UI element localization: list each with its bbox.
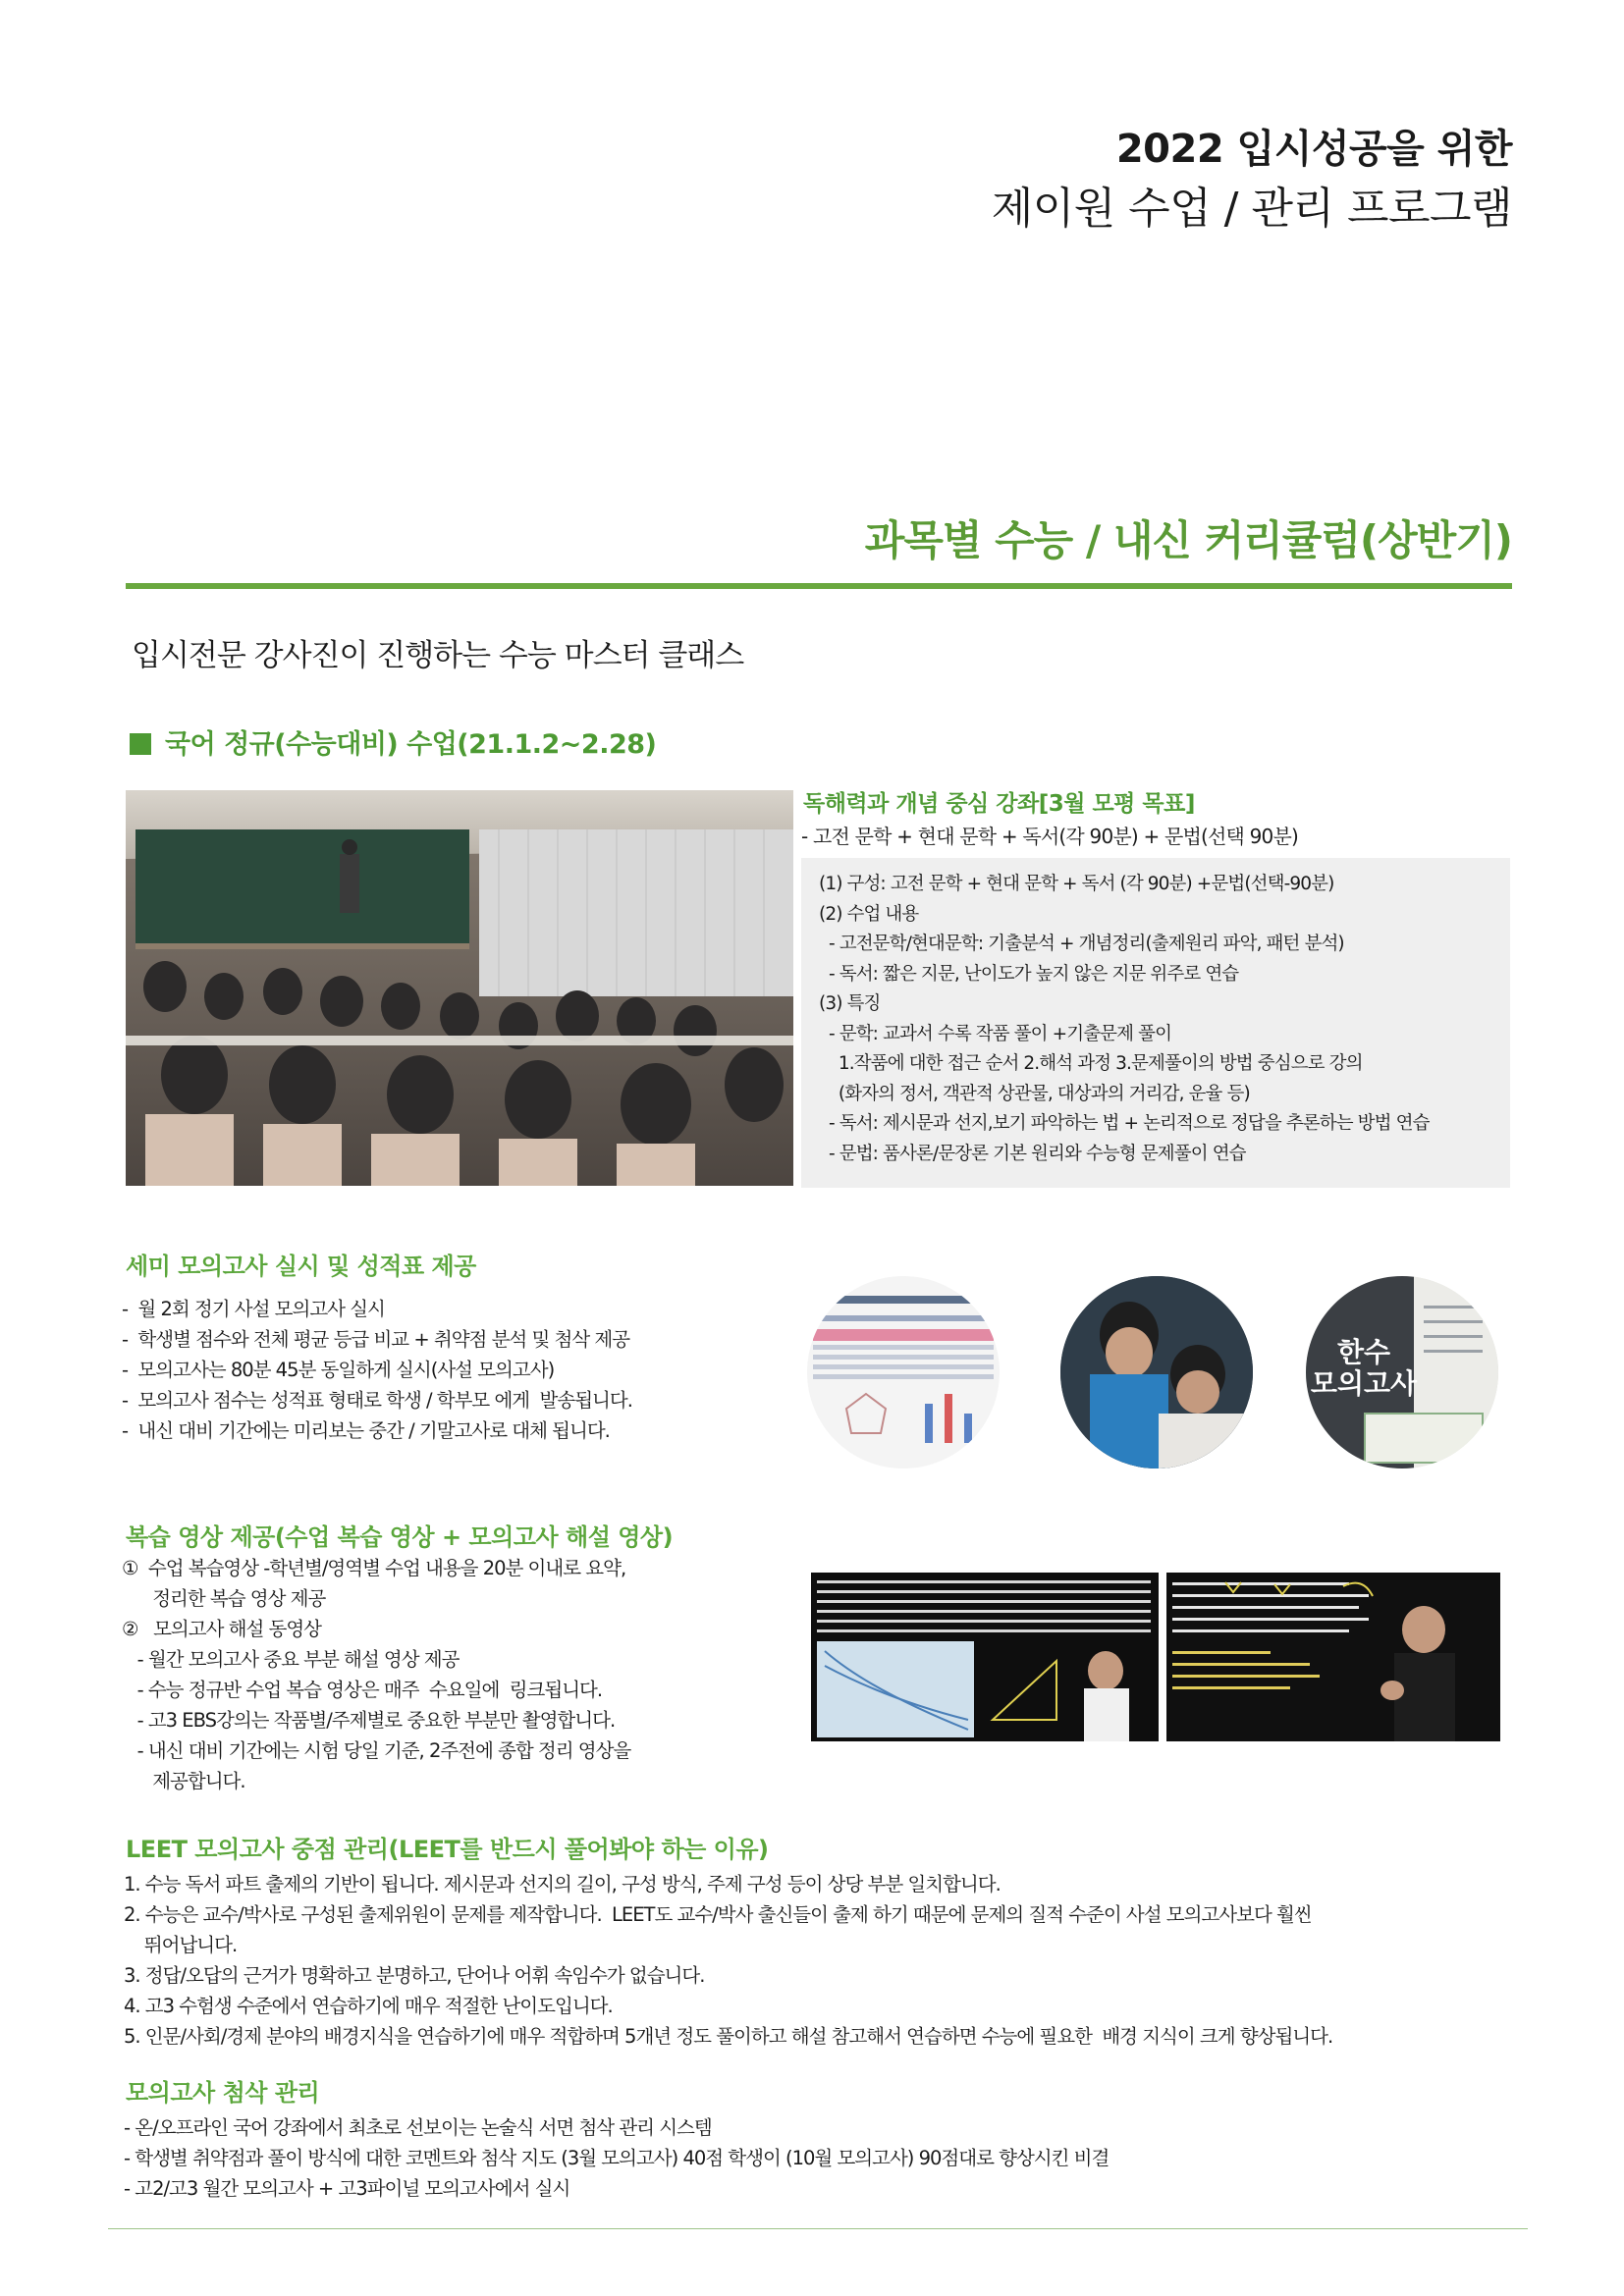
list-item: - 내신 대비 기간에는 미리보는 중간 / 기말고사로 대체 됩니다.: [122, 1419, 610, 1442]
header-title-line1: 2022 입시성공을 위한: [1115, 127, 1512, 172]
korean-class-title: [130, 722, 656, 761]
section-divider: [126, 583, 1512, 589]
list-item: ① 수업 복습영상 -학년별/영역별 수업 내용을 20분 이내로 요약,: [122, 1557, 626, 1579]
list-item: 5. 인문/사회/경제 분야의 배경지식을 연습하기에 매우 적합하며 5개년 정도 풀이하고 해설 참고해서 연습하면 수능에 필요한 배경 지식이 크게 향상됩니다.: [124, 2025, 1333, 2048]
lecture-detail-box: [801, 858, 1510, 1188]
detail-line: (2) 수업 내용: [819, 903, 919, 925]
list-item: 3. 정답/오답의 근거가 명확하고 분명하고, 단어나 어휘 속임수가 없습니다.: [124, 1964, 705, 1987]
mock-exam-title: 모의고사 첨삭 관리: [126, 2079, 320, 2107]
detail-line: (3) 특징: [819, 993, 881, 1014]
list-item: - 온/오프라인 국어 강좌에서 최초로 선보이는 논술식 서면 첨삭 관리 시스템: [124, 2116, 712, 2139]
detail-line: 1.작품에 대한 접근 순서 2.해석 과정 3.문제풀이의 방법 중심으로 강의: [819, 1053, 1363, 1074]
detail-line: (1) 구성: 고전 문학 + 현대 문학 + 독서 (각 90분) +문법(선택-90분): [819, 874, 1334, 894]
semi-exam-title: 세미 모의고사 실시 및 성적표 제공: [126, 1253, 476, 1280]
detail-line: - 독서: 제시문과 선지,보기 파악하는 법 + 논리적으로 정답을 추론하는 방법 연습: [819, 1113, 1430, 1134]
list-item: - 고2/고3 월간 모의고사 + 고3파이널 모의고사에서 실시: [124, 2177, 570, 2200]
leet-list: [124, 1869, 1332, 2052]
list-item: - 학생별 점수와 전체 평균 등급 비교 + 취약점 분석 및 첨삭 제공: [122, 1328, 630, 1351]
classroom-photo: [126, 790, 793, 1186]
review-video-list: [122, 1553, 630, 1796]
leet-title: LEET 모의고사 중점 관리(LEET를 반드시 풀어봐야 하는 이유): [126, 1836, 769, 1863]
list-item: - 내신 대비 기간에는 시험 당일 기준, 2주전에 종합 정리 영상을: [122, 1739, 631, 1762]
list-item: 4. 고3 수험생 수준에서 연습하기에 매우 적절한 난이도입니다.: [124, 1995, 613, 2017]
detail-line: - 고전문학/현대문학: 기출분석 + 개념정리(출제원리 파악, 패턴 분석): [819, 934, 1344, 954]
list-item: - 월 2회 정기 사설 모의고사 실시: [122, 1298, 385, 1320]
lecture-heading: 독해력과 개념 중심 강좌[3월 모평 목표]: [803, 791, 1195, 817]
badge-line2: 모의고사: [1310, 1367, 1418, 1400]
list-item: - 학생별 취약점과 풀이 방식에 대한 코멘트와 첨삭 지도 (3월 모의고사) 40점 학생이 (10월 모의고사) 90점대로 향상시킨 비결: [124, 2147, 1110, 2169]
list-item: - 고3 EBS강의는 작품별/주제별로 중요한 부분만 촬영합니다.: [122, 1709, 616, 1732]
korean-class-title-text: 국어 정규(수능대비) 수업(21.1.2~2.28): [165, 729, 657, 760]
list-item: - 모의고사는 80분 45분 동일하게 실시(사설 모의고사): [122, 1359, 555, 1381]
bottom-divider: [108, 2228, 1528, 2229]
header-title-line2: 제이원 수업 / 관리 프로그램: [991, 184, 1512, 234]
list-item: ② 모의고사 해설 동영상: [122, 1618, 322, 1640]
square-bullet-icon: [130, 733, 151, 755]
list-item: - 모의고사 점수는 성적표 형태로 학생 / 학부모 에게 발송됩니다.: [122, 1389, 632, 1412]
section-subtitle: 입시전문 강사진이 진행하는 수능 마스터 클래스: [132, 638, 744, 673]
list-item: 2. 수능은 교수/박사로 구성된 출제위원이 문제를 제작합니다. LEET도 교수/박사 출신들이 출제 하기 때문에 문제의 질적 수준이 사설 모의고사보다 훨씬: [124, 1903, 1312, 1926]
mock-exam-booklet-image: [1306, 1276, 1498, 1468]
lecture-video-thumbnail-1: [811, 1573, 1159, 1741]
detail-line: (화자의 정서, 객관적 상관물, 대상과의 거리감, 운율 등): [819, 1083, 1250, 1104]
list-item: - 수능 정규반 수업 복습 영상은 매주 수요일에 링크됩니다.: [122, 1679, 603, 1701]
detail-line: - 문법: 품사론/문장론 기본 원리와 수능형 문제풀이 연습: [819, 1143, 1246, 1164]
section-title: 과목별 수능 / 내신 커리큘럼(상반기): [864, 516, 1512, 564]
lecture-video-thumbnail-2: [1166, 1573, 1500, 1741]
lecture-summary: - 고전 문학 + 현대 문학 + 독서(각 90분) + 문법(선택 90분): [801, 825, 1298, 848]
detail-line: - 독서: 짧은 지문, 난이도가 높지 않은 지문 위주로 연습: [819, 963, 1239, 985]
detail-line: - 문학: 교과서 수록 작품 풀이 +기출문제 풀이: [819, 1023, 1172, 1044]
students-studying-image: [1060, 1276, 1253, 1468]
list-item: 제공합니다.: [122, 1770, 245, 1792]
mock-exam-list: [124, 2112, 1109, 2204]
list-item: - 월간 모의고사 중요 부분 해설 영상 제공: [122, 1648, 460, 1671]
list-item: 정리한 복습 영상 제공: [122, 1587, 326, 1610]
list-item: 뛰어납니다.: [124, 1934, 238, 1956]
semi-exam-list: [122, 1294, 632, 1446]
badge-line1: 한수: [1336, 1336, 1391, 1368]
review-video-title: 복습 영상 제공(수업 복습 영상 + 모의고사 해설 영상): [126, 1523, 674, 1551]
report-card-image: [807, 1276, 1000, 1468]
list-item: 1. 수능 독서 파트 출제의 기반이 됩니다. 제시문과 선지의 길이, 구성 방식, 주제 구성 등이 상당 부분 일치합니다.: [124, 1873, 1001, 1896]
